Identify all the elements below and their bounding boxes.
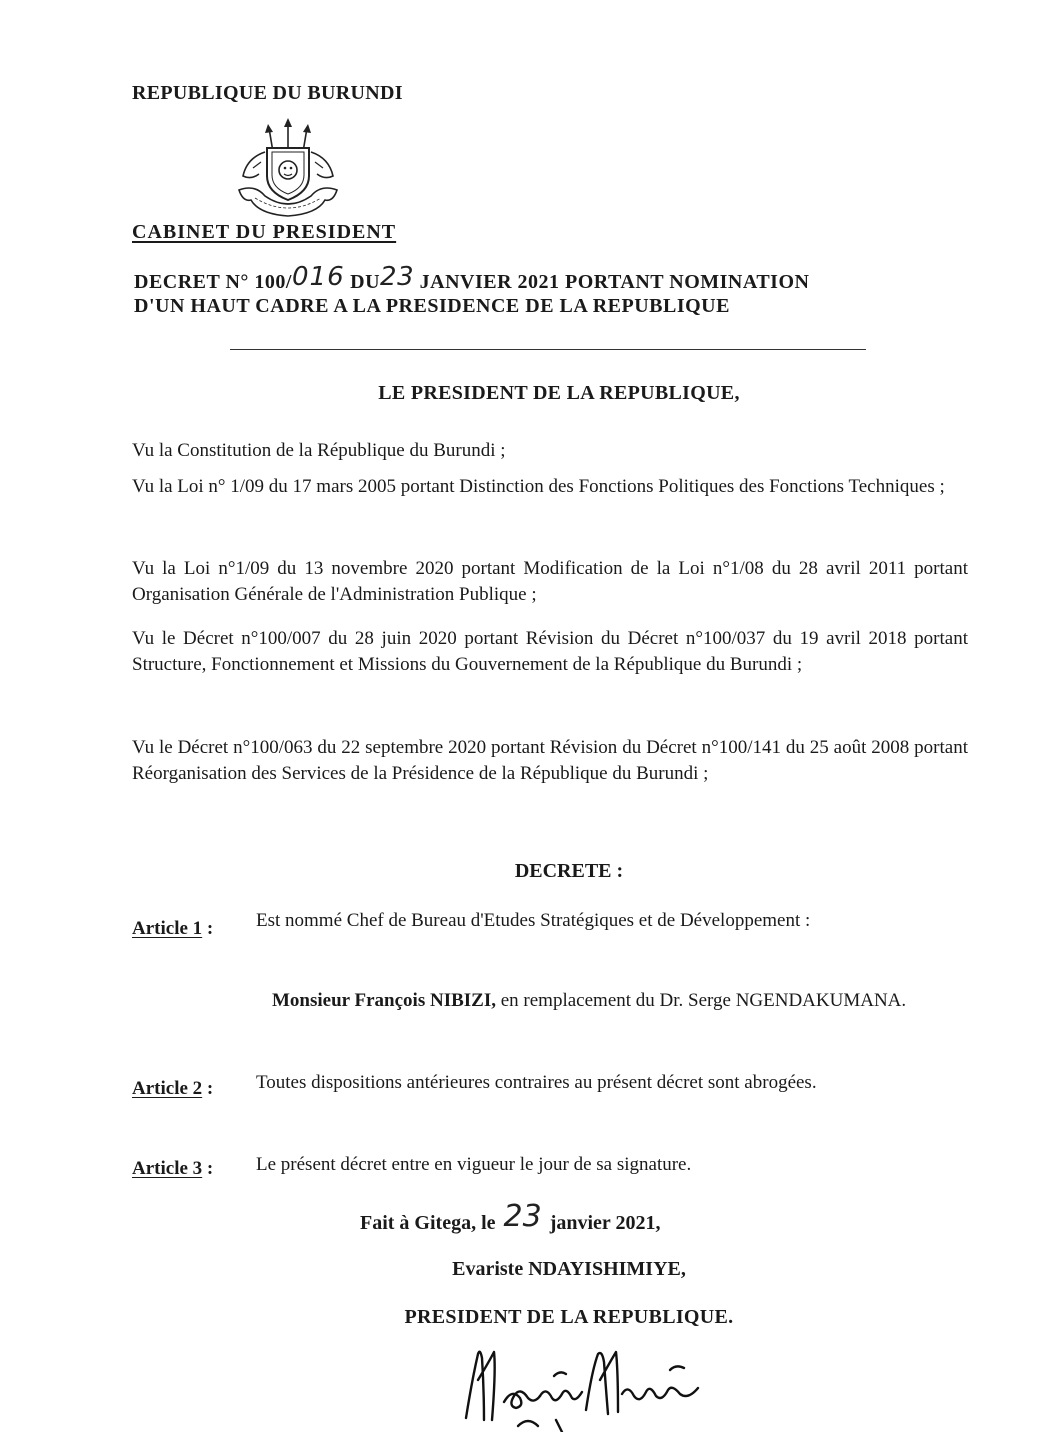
decree-title	[134, 262, 974, 318]
month-year: janvier 2021,	[549, 1212, 661, 1234]
article-3-text: Le présent décret entre en vigueur le jour de sa signature.	[256, 1154, 692, 1175]
handwritten-decree-number: 016	[292, 262, 345, 292]
article-1-label: Article 1 :	[132, 918, 214, 939]
article-1-number: Article 1	[132, 918, 203, 939]
visa-law-2020: Vu la Loi n°1/09 du 13 novembre 2020 portant Modification de la Loi n°1/08 du 28 avril 2011 portant Organisation Générale de l'Administration Publique ;	[132, 558, 968, 605]
appointee-name: Monsieur François NIBIZI,	[272, 990, 496, 1011]
place-text: Fait à Gitega, le	[360, 1212, 496, 1234]
article-3-label: Article 3 :	[132, 1158, 214, 1179]
cabinet-header: CABINET DU PRESIDENT	[132, 221, 397, 243]
title-rest: JANVIER 2021 PORTANT NOMINATION	[419, 271, 810, 293]
republic-header: REPUBLIQUE DU BURUNDI	[132, 82, 403, 104]
title-du: DU	[350, 271, 381, 293]
visa-constitution: Vu la Constitution de la République du Burundi ;	[132, 440, 506, 461]
handwritten-signing-day: 23	[503, 1199, 542, 1234]
article-3-number: Article 3	[132, 1158, 203, 1179]
coat-of-arms-icon	[225, 118, 351, 218]
decision-heading: DECRETE :	[514, 860, 624, 882]
signature-icon	[458, 1340, 718, 1432]
visa-decree-063: Vu le Décret n°100/063 du 22 septembre 2020 portant Révision du Décret n°100/141 du 25 août 2008 portant Réorganisation des Services de la Présidence de la République du Burundi ;	[132, 737, 968, 784]
signatory-name: Evariste NDAYISHIMIYE,	[452, 1258, 686, 1280]
article-2-text: Toutes dispositions antérieures contraires au présent décret sont abrogées.	[256, 1072, 817, 1093]
handwritten-day: 23	[380, 262, 415, 292]
article-2-number: Article 2	[132, 1078, 203, 1099]
appointee-paragraph	[272, 988, 968, 1014]
preamble-heading: LE PRESIDENT DE LA REPUBLIQUE,	[378, 382, 740, 404]
visa-decree-007: Vu le Décret n°100/007 du 28 juin 2020 portant Révision du Décret n°100/037 du 19 avril 2018 portant Structure, Fonctionnement et Missions du Gouvernement de la République du Burundi ;	[132, 628, 968, 675]
appointee-replacement: en remplacement du Dr. Serge NGENDAKUMANA.	[495, 990, 907, 1011]
visa-law-2005: Vu la Loi n° 1/09 du 17 mars 2005 portant Distinction des Fonctions Politiques des Fonctions Techniques ;	[132, 476, 945, 497]
title-line-2: D'UN HAUT CADRE A LA PRESIDENCE DE LA REPUBLIQUE	[134, 295, 730, 317]
signatory-title: PRESIDENT DE LA REPUBLIQUE.	[404, 1306, 734, 1328]
article-2-label: Article 2 :	[132, 1078, 214, 1099]
article-1-text: Est nommé Chef de Bureau d'Etudes Stratégiques et de Développement :	[256, 910, 811, 931]
title-prefix: DECRET N° 100/	[134, 271, 292, 293]
title-divider	[230, 349, 866, 350]
place-and-date	[360, 1199, 661, 1237]
